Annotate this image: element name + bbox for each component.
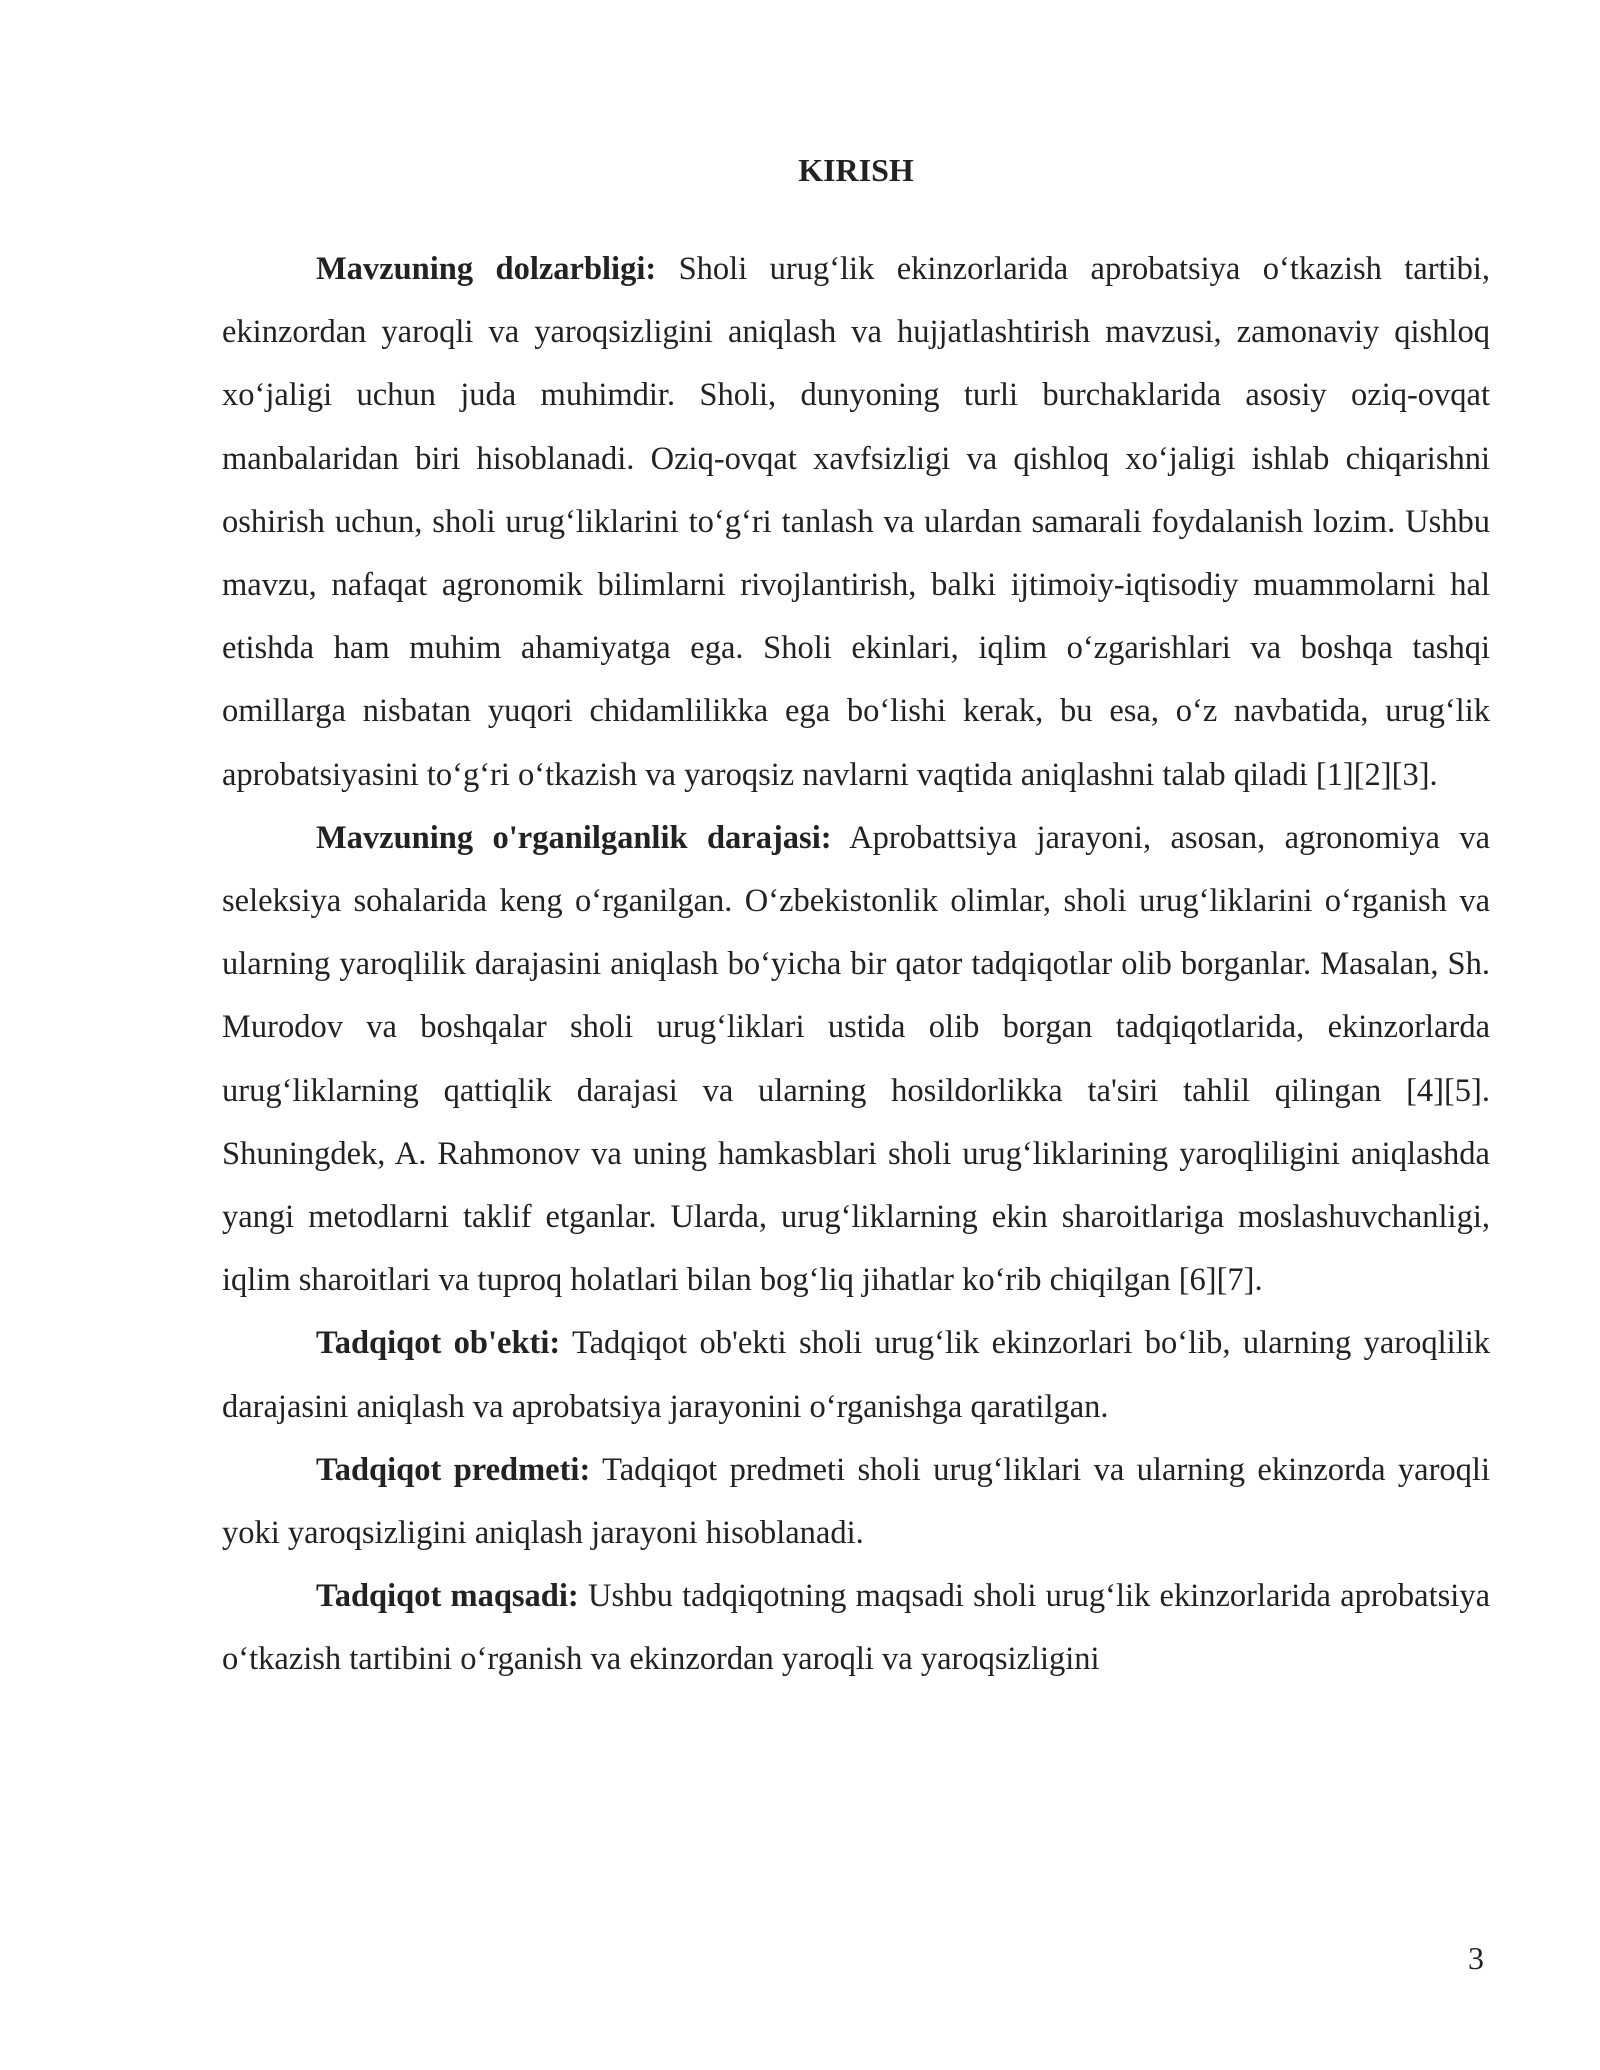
- document-page: [222, 148, 1490, 1692]
- paragraph-research-subject: [222, 1439, 1490, 1565]
- page-number: 3: [1468, 1940, 1484, 1976]
- paragraph-study-degree: [222, 807, 1490, 1313]
- paragraph-lead: Tadqiqot maqsadi:: [316, 1578, 579, 1615]
- paragraph-lead: Mavzuning o'rganilganlik darajasi:: [316, 819, 832, 856]
- paragraph-research-goal: [222, 1565, 1490, 1691]
- paragraph-text: Aprobattsiya jarayoni, asosan, agronomiya va seleksiya sohalarida keng o‘rganilgan. O‘zbekistonlik olimlar, sholi urug‘liklarini o‘rganish va ularning yaroqlilik darajasini aniqlash bo‘yicha bir qator tadqiqotlar olib borganlar. Masalan, Sh. Murodov va boshqalar sholi urug‘liklari ustida olib borgan tadqiqotlarida, ekinzorlarda urug‘liklarning qattiqlik darajasi va ularning hosildorlikka ta'siri tahlil qilingan [4][5]. Shuningdek, A. Rahmonov va uning hamkasblari sholi urug‘liklarining yaroqliligini aniqlashda yangi metodlarni taklif etganlar. Ularda, urug‘liklarning ekin sharoitlariga moslashuvchanligi, iqlim sharoitlari va tuproq holatlari bilan bog‘liq jihatlar ko‘rib chiqilgan [6][7].: [222, 819, 1490, 1299]
- paragraph-text: Ushbu tadqiqotning maqsadi sholi urug‘lik ekinzorlarida aprobatsiya o‘tkazish tartibini o‘rganish va ekinzordan yaroqli va yaroqsizligini: [222, 1578, 1490, 1678]
- paragraph-relevance: [222, 238, 1490, 807]
- paragraph-text: Sholi urug‘lik ekinzorlarida aprobatsiya o‘tkazish tartibi, ekinzordan yaroqli va yaroqsizligini aniqlash va hujjatlashtirish mavzusi, zamonaviy qishloq xo‘jaligi uchun juda muhimdir. Sholi, dunyoning turli burchaklarida asosiy oziq-ovqat manbalaridan biri hisoblanadi. Oziq-ovqat xavfsizligi va qishloq xo‘jaligi ishlab chiqarishni oshirish uchun, sholi urug‘liklarini to‘g‘ri tanlash va ulardan samarali foydalanish lozim. Ushbu mavzu, nafaqat agronomik bilimlarni rivojlantirish, balki ijtimoiy-iqtisodiy muammolarni hal etishda ham muhim ahamiyatga ega. Sholi ekinlari, iqlim o‘zgarishlari va boshqa tashqi omillarga nisbatan yuqori chidamlilikka ega bo‘lishi kerak, bu esa, o‘z navbatida, urug‘lik aprobatsiyasini to‘g‘ri o‘tkazish va yaroqsiz navlarni vaqtida aniqlashni talab qiladi [1][2][3].: [222, 251, 1491, 793]
- paragraph-lead: Tadqiqot ob'ekti:: [316, 1325, 561, 1362]
- paragraph-research-object: [222, 1312, 1490, 1438]
- paragraph-text: Tadqiqot ob'ekti sholi urug‘lik ekinzorlari bo‘lib, ularning yaroqlilik darajasini aniqlash va aprobatsiya jarayonini o‘rganishga qaratilgan.: [222, 1325, 1490, 1425]
- section-title: KIRISH: [798, 152, 914, 188]
- paragraph-lead: Tadqiqot predmeti:: [316, 1451, 591, 1488]
- paragraph-text: Tadqiqot predmeti sholi urug‘liklari va ularning ekinzorda yaroqli yoki yaroqsizligini aniqlash jarayoni hisoblanadi.: [222, 1451, 1490, 1552]
- paragraph-lead: Mavzuning dolzarbligi:: [316, 251, 657, 287]
